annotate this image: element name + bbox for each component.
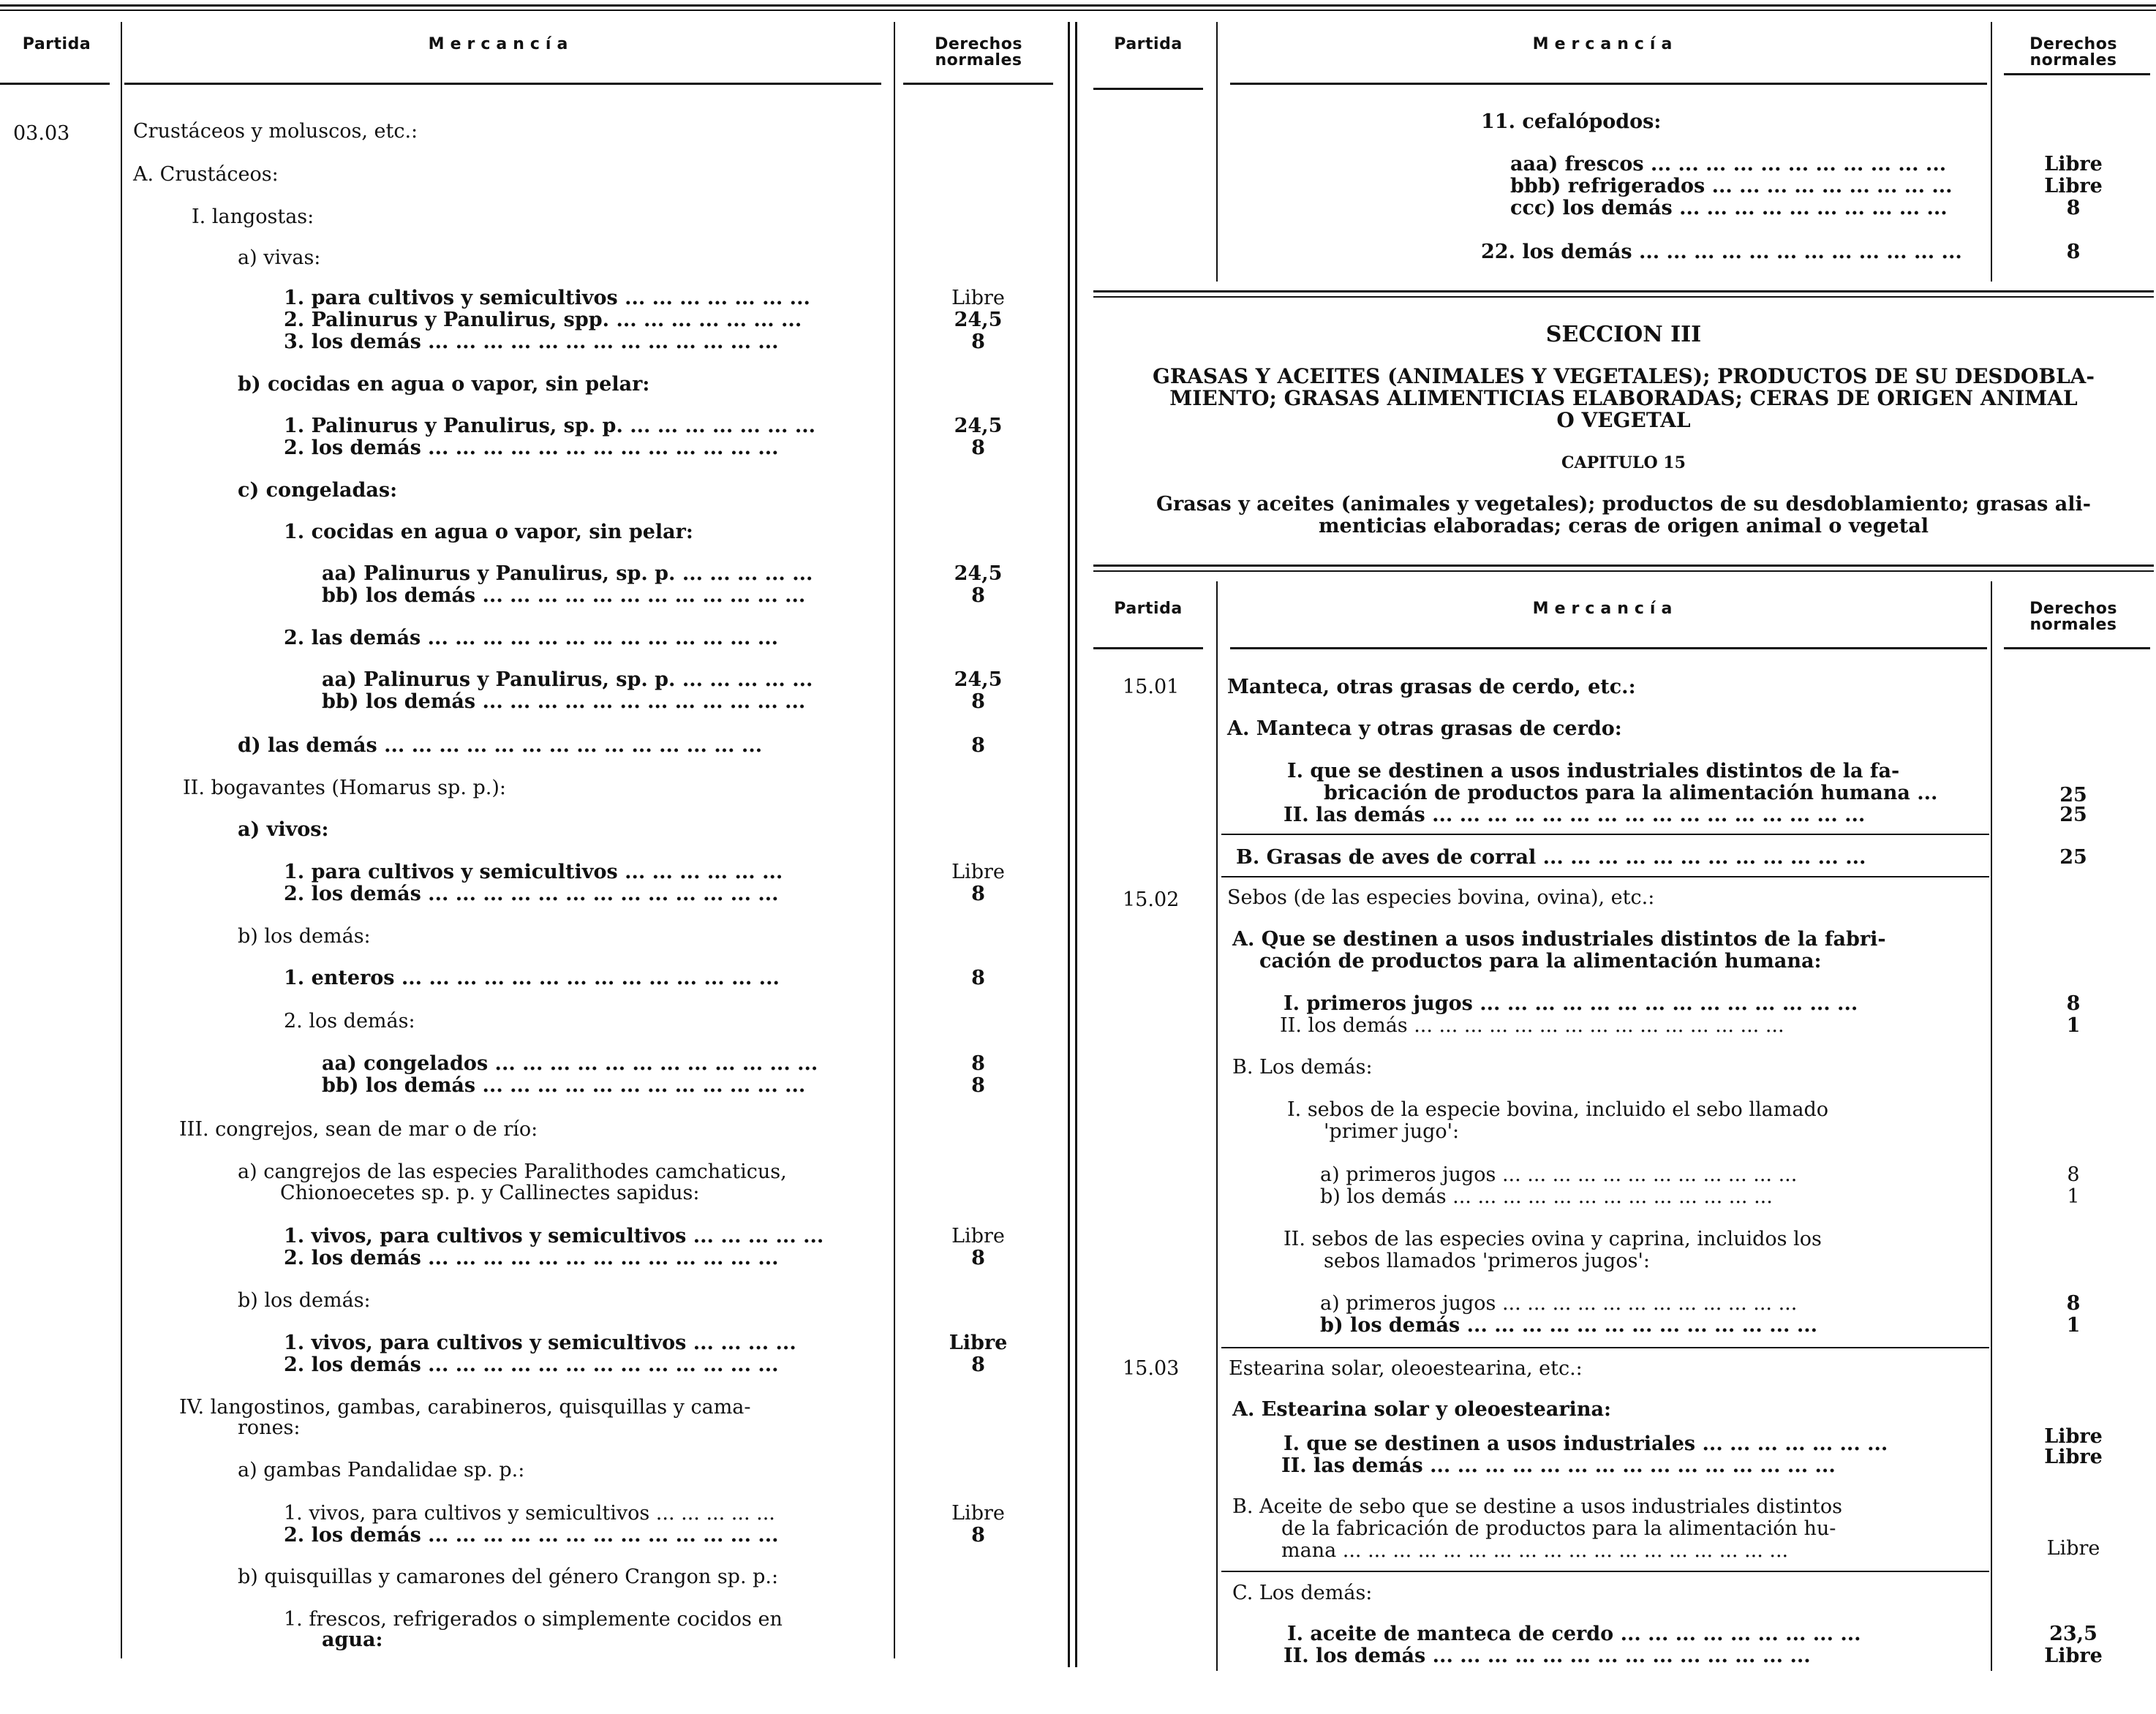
right2-header-derechos-1: Derechos: [2029, 600, 2117, 618]
list-item: de la fabricación de productos para la alimentación hu-: [1281, 1517, 1836, 1540]
list-item: aa) Palinurus y Panulirus, sp. p. ... ... ... ... ...: [322, 562, 813, 585]
right2-col-divider-1: [1216, 581, 1218, 1671]
duty-value: Libre: [2044, 1425, 2103, 1448]
section-rule-bottom: [1093, 565, 2154, 567]
duty-value: 8: [971, 1247, 985, 1269]
list-item: 1. enteros ... ... ... ... ... ... ... ... ... ... ... ... ... ...: [284, 967, 780, 989]
list-item: a) vivos:: [238, 818, 329, 841]
duty-value: Libre: [951, 1225, 1005, 1247]
list-item: II. las demás ... ... ... ... ... ... ... ... ... ... ... ... ... ... ... ...: [1284, 804, 1866, 826]
list-item: aaa) frescos ... ... ... ... ... ... ... ... ... ... ...: [1510, 153, 1947, 175]
list-item: III. congrejos, sean de mar o de río:: [179, 1118, 538, 1141]
list-item: rones:: [238, 1416, 301, 1439]
left-header-derechos-1: Derechos: [935, 35, 1022, 53]
list-item: a) vivas:: [238, 246, 321, 269]
list-item: II. las demás ... ... ... ... ... ... ... ... ... ... ... ... ... ... ...: [1281, 1454, 1836, 1477]
duty-value: 25: [2059, 846, 2087, 869]
list-item: bb) los demás ... ... ... ... ... ... ... ... ... ... ... ...: [322, 584, 806, 607]
list-item: 1. para cultivos y semicultivos ... ... ... ... ... ...: [284, 861, 783, 883]
left-header-underline-derechos: [903, 83, 1053, 85]
list-item: bricación de productos para la alimentación humana ...: [1324, 782, 1938, 804]
duty-value: Libre: [951, 1502, 1005, 1525]
duty-value: Libre: [2044, 175, 2103, 197]
right2-underline-partida: [1093, 647, 1203, 649]
chapter-title: CAPITULO 15: [1561, 453, 1686, 472]
list-item: b) los demás ... ... ... ... ... ... ... ... ... ... ... ... ...: [1320, 1314, 1818, 1337]
list-item: 2. los demás ... ... ... ... ... ... ... ... ... ... ... ... ...: [284, 1247, 779, 1269]
center-divider-b: [1075, 22, 1077, 1667]
left-header-underline-partida: [0, 83, 110, 85]
list-item: bb) los demás ... ... ... ... ... ... ... ... ... ... ... ...: [322, 1074, 806, 1097]
duty-value: 8: [971, 883, 985, 905]
list-item: Manteca, otras grasas de cerdo, etc.:: [1227, 676, 1636, 698]
list-item: 1. frescos, refrigerados o simplemente cocidos en: [284, 1608, 783, 1631]
duty-value: 8: [971, 1354, 985, 1376]
section-desc-1: GRASAS Y ACEITES (ANIMALES Y VEGETALES); PRODUCTOS DE SU DESDOBLA-: [1152, 364, 2095, 388]
list-item: I. aceite de manteca de cerdo ... ... ... ... ... ... ... ... ...: [1287, 1623, 1861, 1645]
duty-value: 8: [971, 584, 985, 607]
list-item: 1. vivos, para cultivos y semicultivos ... ... ... ...: [284, 1332, 796, 1354]
duty-value: 8: [971, 1074, 985, 1097]
duty-value: 1: [2066, 1314, 2081, 1337]
list-item: Chionoecetes sp. p. y Callinectes sapidus:: [280, 1182, 700, 1204]
duty-value: 24,5: [954, 309, 1003, 331]
left-header-mercancia: Mercancía: [428, 35, 574, 53]
list-item: Estearina solar, oleoestearina, etc.:: [1229, 1357, 1583, 1380]
list-item: b) quisquillas y camarones del género Crangon sp. p.:: [238, 1566, 779, 1588]
right2-underline-mercancia: [1230, 647, 1987, 649]
right2-header-partida: Partida: [1114, 600, 1183, 618]
list-item: 2. los demás ... ... ... ... ... ... ... ... ... ... ... ... ...: [284, 883, 779, 905]
list-item: a) primeros jugos ... ... ... ... ... ... ... ... ... ... ... ...: [1320, 1163, 1798, 1186]
duty-value: Libre: [2046, 1537, 2100, 1560]
duty-value: Libre: [951, 287, 1005, 309]
list-item: B. Aceite de sebo que se destine a usos industriales distintos: [1232, 1495, 1842, 1518]
left-header-partida: Partida: [22, 35, 91, 53]
duty-value: 24,5: [954, 668, 1003, 691]
list-item: aa) Palinurus y Panulirus, sp. p. ... ... ... ... ...: [322, 668, 813, 691]
list-item: B. Los demás:: [1232, 1056, 1373, 1079]
list-item: 2. Palinurus y Panulirus, spp. ... ... ... ... ... ... ...: [284, 309, 802, 331]
partida-code: 15.01: [1123, 676, 1180, 698]
section-rule-top: [1093, 290, 2154, 292]
list-item: b) los demás:: [238, 1289, 371, 1312]
right-header-underline-partida: [1093, 88, 1203, 90]
right-header-partida: Partida: [1114, 35, 1183, 53]
list-item: a) gambas Pandalidae sp. p.:: [238, 1459, 525, 1481]
list-item: 2. las demás ... ... ... ... ... ... ... ... ... ... ... ... ...: [284, 627, 779, 649]
top-rule-2: [0, 10, 2156, 11]
left-col-divider-1: [121, 22, 122, 1658]
right2-header-derechos-2: normales: [2029, 616, 2117, 634]
list-item: 1. Palinurus y Panulirus, sp. p. ... ... ... ... ... ... ...: [284, 415, 816, 437]
list-item: 1. vivos, para cultivos y semicultivos ... ... ... ... ...: [284, 1225, 824, 1247]
section-rule-bottom-2: [1093, 570, 2154, 572]
list-item: b) cocidas en agua o vapor, sin pelar:: [238, 373, 650, 396]
duty-value: 8: [971, 437, 985, 459]
chapter-desc-1: Grasas y aceites (animales y vegetales); productos de su desdoblamiento; grasas ali-: [1156, 493, 2091, 516]
list-item: I. sebos de la especie bovina, incluido el sebo llamado: [1287, 1098, 1828, 1121]
duty-value: 24,5: [954, 562, 1003, 585]
right-header-underline-mercancia: [1230, 83, 1987, 85]
duty-value: 1: [2067, 1185, 2080, 1208]
duty-value: 8: [2066, 1292, 2081, 1315]
list-item: bbb) refrigerados ... ... ... ... ... ... ... ... ...: [1510, 175, 1953, 197]
duty-value: Libre: [951, 861, 1005, 883]
center-divider-a: [1068, 22, 1070, 1667]
left-header-underline-mercancia: [124, 83, 881, 85]
partida-code: 15.02: [1123, 888, 1180, 911]
list-item: 2. los demás ... ... ... ... ... ... ... ... ... ... ... ... ...: [284, 1524, 779, 1547]
list-item: A. Manteca y otras grasas de cerdo:: [1227, 717, 1622, 740]
duty-value: 8: [971, 734, 985, 757]
list-item: aa) congelados ... ... ... ... ... ... ... ... ... ... ... ...: [322, 1052, 818, 1075]
list-item: II. sebos de las especies ovina y caprina, incluidos los: [1284, 1228, 1822, 1250]
list-item: II. bogavantes (Homarus sp. p.):: [183, 777, 506, 799]
list-item: A. Estearina solar y oleoestearina:: [1232, 1398, 1611, 1421]
partida-code: 15.03: [1123, 1357, 1180, 1380]
duty-value: 8: [971, 1524, 985, 1547]
duty-value: 1: [2066, 1014, 2081, 1037]
duty-value: 8: [971, 967, 985, 989]
list-item: I. que se destinen a usos industriales ... ... ... ... ... ... ...: [1284, 1432, 1888, 1455]
list-item: mana ... ... ... ... ... ... ... ... ... ... ... ... ... ... ... ... ... ...: [1281, 1539, 1789, 1562]
duty-value: 25: [2059, 804, 2087, 826]
list-item: b) los demás ... ... ... ... ... ... ... ... ... ... ... ... ...: [1320, 1185, 1773, 1208]
list-item: ccc) los demás ... ... ... ... ... ... ... ... ... ...: [1510, 197, 1948, 219]
list-item: I. que se destinen a usos industriales distintos de la fa-: [1287, 760, 1900, 782]
duty-value: Libre: [2044, 153, 2103, 175]
left-col-divider-2: [894, 22, 895, 1658]
row-separator: [1221, 834, 1989, 835]
list-item: 2. los demás ... ... ... ... ... ... ... ... ... ... ... ... ...: [284, 437, 779, 459]
right2-header-mercancia: Mercancía: [1532, 600, 1678, 618]
list-item: 2. los demás ... ... ... ... ... ... ... ... ... ... ... ... ...: [284, 1354, 779, 1376]
section-rule-top-2: [1093, 296, 2154, 298]
list-item: IV. langostinos, gambas, carabineros, quisquillas y cama-: [179, 1396, 751, 1419]
section-desc-3: O VEGETAL: [1556, 408, 1691, 432]
list-item: bb) los demás ... ... ... ... ... ... ... ... ... ... ... ...: [322, 690, 806, 713]
duty-value: 23,5: [2049, 1623, 2097, 1645]
section-desc-2: MIENTO; GRASAS ALIMENTICIAS ELABORADAS; CERAS DE ORIGEN ANIMAL: [1169, 386, 2078, 410]
list-item: 1. para cultivos y semicultivos ... ... ... ... ... ... ...: [284, 287, 810, 309]
top-rule: [0, 4, 2156, 7]
duty-value: 8: [2066, 241, 2081, 263]
list-item: A. Crustáceos:: [133, 163, 279, 186]
right2-underline-derechos: [2004, 647, 2150, 649]
duty-value: 8: [971, 331, 985, 353]
list-item: Crustáceos y moluscos, etc.:: [133, 120, 418, 143]
right-header-derechos-1: Derechos: [2029, 35, 2117, 53]
list-item: B. Grasas de aves de corral ... ... ... ... ... ... ... ... ... ... ... ...: [1236, 846, 1866, 869]
list-item: I. langostas:: [192, 205, 314, 228]
right-top-col-divider-2: [1991, 22, 1992, 282]
chapter-desc-2: menticias elaboradas; ceras de origen animal o vegetal: [1318, 515, 1929, 537]
row-separator: [1221, 1347, 1989, 1348]
list-item: 'primer jugo':: [1324, 1120, 1460, 1143]
row-separator: [1221, 1571, 1989, 1572]
list-item: Sebos (de las especies bovina, ovina), etc.:: [1227, 886, 1655, 909]
duty-value: 8: [971, 1052, 985, 1075]
list-item: cación de productos para la alimentación humana:: [1259, 950, 1822, 973]
list-item: II. los demás ... ... ... ... ... ... ... ... ... ... ... ... ... ...: [1284, 1645, 1811, 1667]
section-title: SECCION III: [1545, 322, 1702, 347]
right-top-col-divider-1: [1216, 22, 1218, 282]
partida-code: 03.03: [13, 122, 70, 145]
duty-value: 24,5: [954, 415, 1003, 437]
duty-value: Libre: [949, 1332, 1008, 1354]
duty-value: 8: [2066, 197, 2081, 219]
list-item: II. los demás ... ... ... ... ... ... ... ... ... ... ... ... ... ... ...: [1280, 1014, 1784, 1037]
list-item: A. Que se destinen a usos industriales distintos de la fabri-: [1232, 928, 1886, 951]
list-item: agua:: [322, 1628, 383, 1651]
list-item: sebos llamados 'primeros jugos':: [1324, 1250, 1650, 1272]
duty-value: 8: [2067, 1163, 2080, 1186]
list-item: d) las demás ... ... ... ... ... ... ... ... ... ... ... ... ... ...: [238, 734, 763, 757]
list-item: a) cangrejos de las especies Paralithodes camchaticus,: [238, 1160, 787, 1183]
list-item: 3. los demás ... ... ... ... ... ... ... ... ... ... ... ... ...: [284, 331, 779, 353]
list-item: C. Los demás:: [1232, 1582, 1373, 1604]
left-header-derechos-2: normales: [935, 51, 1022, 69]
duty-value: 25: [2059, 784, 2087, 807]
duty-value: Libre: [2044, 1446, 2103, 1468]
list-item: 2. los demás:: [284, 1010, 415, 1032]
list-item: 1. vivos, para cultivos y semicultivos ... ... ... ... ...: [284, 1502, 775, 1525]
list-item: I. primeros jugos ... ... ... ... ... ... ... ... ... ... ... ... ... ...: [1284, 992, 1858, 1015]
right-header-mercancia: Mercancía: [1532, 35, 1678, 53]
duty-value: 8: [971, 690, 985, 713]
list-item: 11. cefalópodos:: [1481, 110, 1662, 133]
row-separator: [1221, 876, 1989, 877]
duty-value: Libre: [2044, 1645, 2103, 1667]
list-item: 22. los demás ... ... ... ... ... ... ... ... ... ... ... ...: [1481, 241, 1962, 263]
right-header-underline-derechos: [2004, 73, 2150, 75]
duty-value: 8: [2066, 992, 2081, 1015]
list-item: a) primeros jugos ... ... ... ... ... ... ... ... ... ... ... ...: [1320, 1292, 1798, 1315]
right2-col-divider-2: [1991, 581, 1992, 1671]
list-item: c) congeladas:: [238, 479, 398, 502]
right-header-derechos-2: normales: [2029, 51, 2117, 69]
list-item: 1. cocidas en agua o vapor, sin pelar:: [284, 521, 693, 543]
list-item: b) los demás:: [238, 925, 371, 948]
